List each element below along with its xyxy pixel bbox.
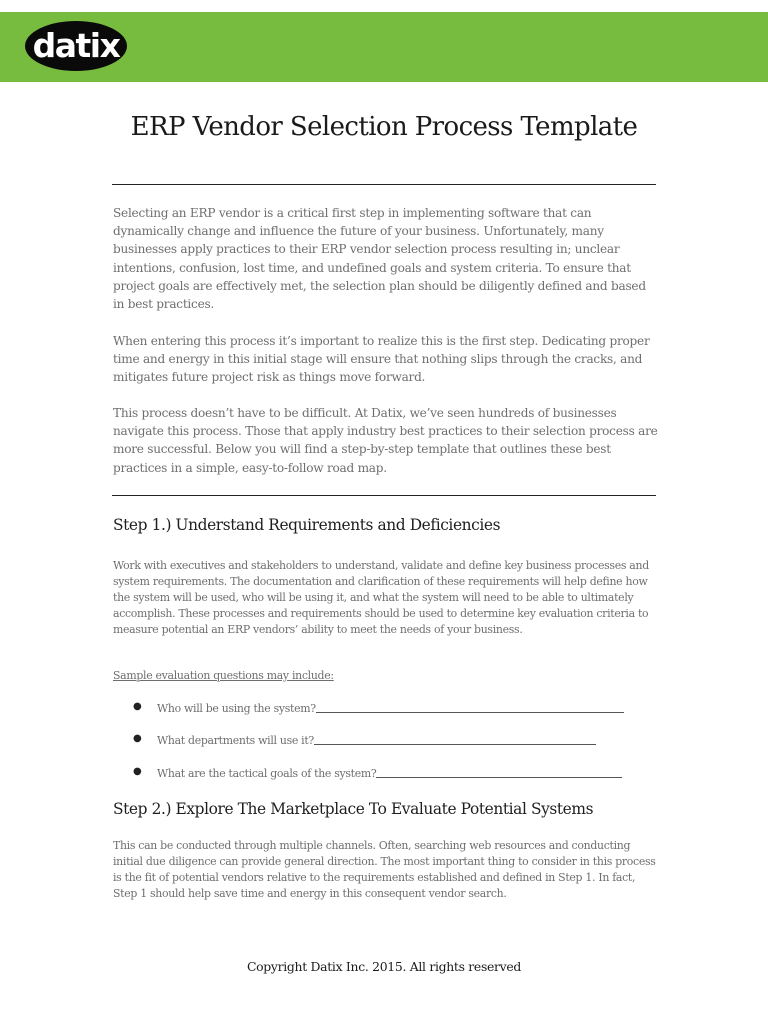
step-1-heading: Step 1.) Understand Requirements and Deficiencies (113, 516, 501, 534)
question-text: What are the tactical goals of the system? (157, 766, 377, 780)
step-2-body: This can be conducted through multiple channels. Often, searching web resources and conducting initial due diligence can provide general direction. The most important thing to consider in this process is the fit of potential vendors relative to the requirements established and defined in Step 1. In fact, Step 1 should help save time and energy in this consequent vendor search. (113, 839, 656, 901)
sample-questions-label: Sample evaluation questions may include: (113, 669, 334, 682)
answer-blank (376, 767, 622, 778)
header-band (0, 12, 768, 82)
document-title: ERP Vendor Selection Process Template (130, 112, 638, 142)
intro-paragraph-2: When entering this process it’s important to realize this is the first step. Dedicating proper time and energy in this initial stage will ensure that nothing slips through the cracks, and mitigates future project risk as things move forward. (113, 334, 650, 385)
question-text: What departments will use it? (157, 734, 314, 748)
step-1-body: Work with executives and stakeholders to understand, validate and define key business processes and system requirements. The documentation and clarification of these requirements will help define how the system will be used, who will be using it, and what the system will need to be able to ultimately accomplish. These processes and requirements should be used to determine key evaluation criteria to measure potential an ERP vendors’ ability to meet the needs of your business. (113, 559, 649, 637)
divider-top (112, 184, 656, 185)
intro-paragraph-3: This process doesn’t have to be difficult. At Datix, we’ve seen hundreds of businesses navigate this process. Those that apply industry best practices to their selection process are more successful. Below you will find a step-by-step template that outlines these best practices in a simple, easy-to-follow road map. (113, 406, 658, 475)
bullet-icon: ● (133, 765, 142, 777)
divider-bottom (112, 495, 656, 496)
answer-blank (316, 702, 624, 713)
bullet-icon: ● (133, 733, 142, 745)
bullet-icon: ● (133, 701, 142, 712)
copyright-footer: Copyright Datix Inc. 2015. All rights reserved (246, 959, 522, 974)
logo-text: datix (32, 26, 120, 65)
step-2-heading: Step 2.) Explore The Marketplace To Evaluate Potential Systems (113, 800, 594, 818)
datix-logo (24, 20, 128, 72)
intro-paragraph-1: Selecting an ERP vendor is a critical first step in implementing software that can dynamically change and influence the future of your business. Unfortunately, many businesses apply practices to their ERP vendor selection process resulting in; unclear intentions, confusion, lost time, and undefined goals and system criteria. To ensure that project goals are effectively met, the selection plan should be diligently defined and based in best practices. (113, 206, 646, 312)
question-text: Who will be using the system? (157, 702, 316, 715)
answer-blank (314, 734, 596, 745)
